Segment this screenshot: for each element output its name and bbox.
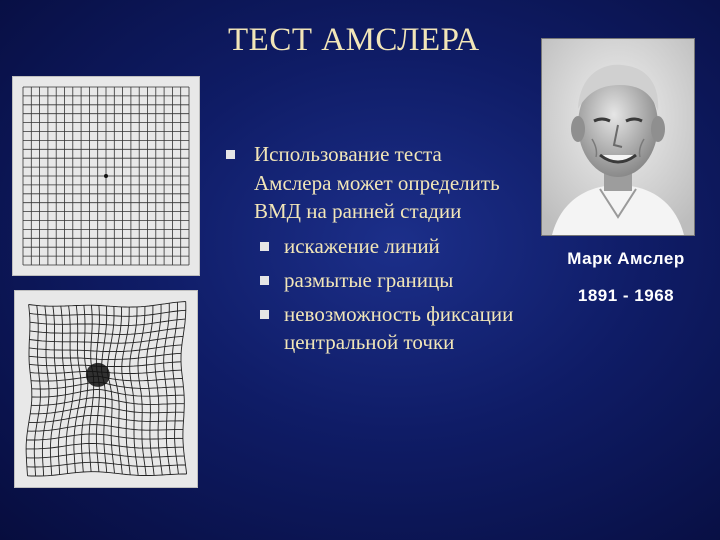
- slide-title: ТЕСТ АМСЛЕРА: [228, 22, 480, 58]
- portrait-years: 1891 - 1968: [577, 286, 675, 305]
- portrait-name: Марк Амслер: [567, 249, 685, 268]
- amsler-grid-distorted: [14, 290, 198, 488]
- portrait-image: [542, 39, 694, 235]
- portrait-photo: [541, 38, 695, 236]
- bullet-square-icon: [260, 310, 269, 319]
- bullet-square-icon: [226, 150, 235, 159]
- main-bullet: [222, 140, 522, 226]
- sub-bullet-item: [222, 232, 522, 260]
- amsler-grid-normal: [12, 76, 200, 276]
- sub-bullet-item: [222, 266, 522, 294]
- sub-bullet-item: [222, 300, 522, 356]
- sub-bullet-list: [222, 232, 522, 356]
- sub-bullet-text: невозможность фиксации центральной точки: [284, 301, 514, 354]
- bullet-square-icon: [260, 276, 269, 285]
- bullet-list: [222, 140, 522, 362]
- sub-bullet-text: искажение линий: [284, 233, 440, 258]
- amsler-grid-normal-image: [13, 77, 199, 275]
- bullet-square-icon: [260, 242, 269, 251]
- amsler-grid-distorted-image: [15, 291, 197, 487]
- main-bullet-text: Использование теста Амслера может определить ВМД на ранней стадии: [254, 142, 500, 223]
- sub-bullet-text: размытые границы: [284, 267, 454, 292]
